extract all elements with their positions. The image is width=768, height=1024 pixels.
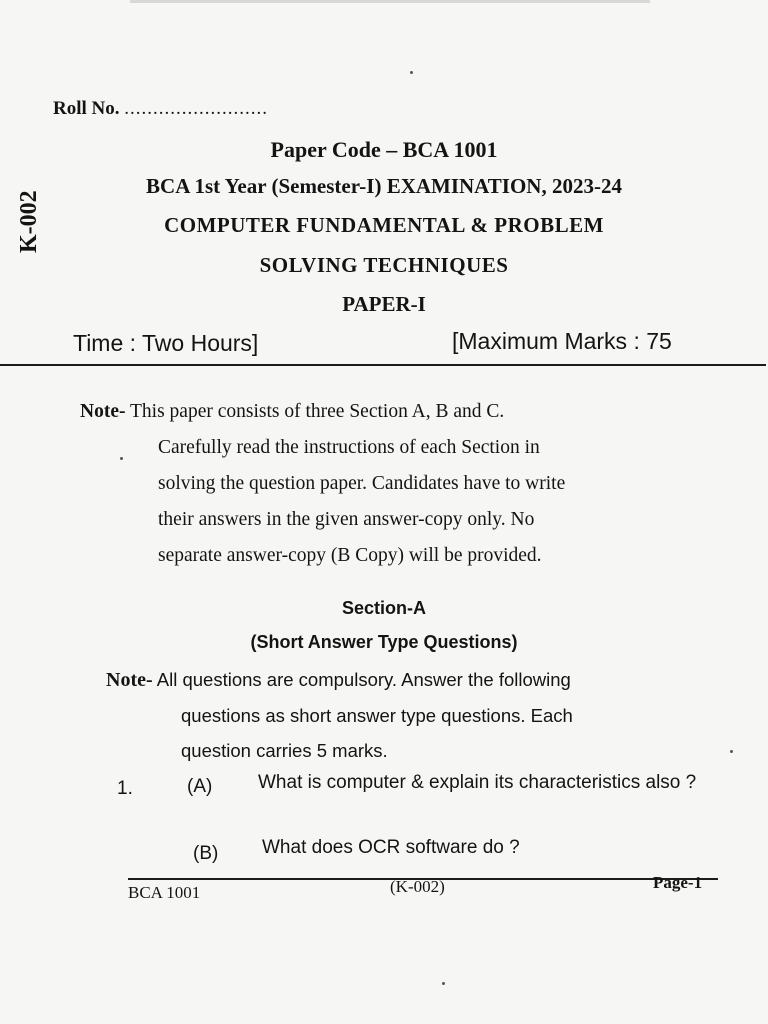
footer-exam-code: (K-002) <box>390 877 445 896</box>
roll-label: Roll No. <box>53 98 120 119</box>
paper-number: PAPER-I <box>342 292 426 316</box>
section-note <box>106 662 726 768</box>
question-number: 1. <box>117 778 133 799</box>
section-note-text: All questions are compulsory. Answer the following <box>156 669 571 690</box>
question-part-label: (B) <box>193 843 219 864</box>
question-part-text: What does OCR software do ? <box>262 837 520 858</box>
side-code: K-002 <box>16 190 42 253</box>
note-line: solving the question paper. Candidates have to write <box>158 473 566 494</box>
question-part-text: What is computer & explain its characteristics also ? <box>258 772 697 793</box>
note-line <box>80 394 720 430</box>
page-edge <box>130 0 650 3</box>
section-title: Section-A <box>341 598 426 618</box>
paper-code: Paper Code – BCA 1001 <box>270 137 498 162</box>
general-note <box>80 394 720 574</box>
paper-speck <box>410 71 413 74</box>
note-text: This paper consists of three Section A, B and C. <box>130 401 505 422</box>
roll-number <box>53 98 268 120</box>
footer-paper-code: BCA 1001 <box>128 883 201 902</box>
paper-speck <box>730 750 733 753</box>
note-line: Carefully read the instructions of each Section in <box>158 437 540 458</box>
roll-dots: ......................... <box>124 98 268 119</box>
section-note-label: Note- <box>106 669 153 691</box>
paper-speck <box>120 457 123 460</box>
note-line: their answers in the given answer-copy only. No <box>158 509 535 530</box>
section-note-line: questions as short answer type questions. Each <box>181 705 573 726</box>
paper-speck <box>442 982 445 985</box>
maximum-marks: [Maximum Marks : 75 <box>452 328 672 354</box>
note-label: Note- <box>80 401 126 422</box>
note-line: separate answer-copy (B Copy) will be provided. <box>158 545 542 566</box>
section-note-line: question carries 5 marks. <box>181 740 388 761</box>
time-allowed: Time : Two Hours] <box>73 330 259 356</box>
footer-page-number: Page-1 <box>653 873 703 892</box>
header-divider <box>0 364 766 366</box>
section-note-line <box>106 662 726 698</box>
subject-title-line1: COMPUTER FUNDAMENTAL & PROBLEM <box>164 213 604 237</box>
subject-title-line2: SOLVING TECHNIQUES <box>259 253 509 277</box>
section-subtitle: (Short Answer Type Questions) <box>250 632 518 652</box>
exam-year-line: BCA 1st Year (Semester-I) EXAMINATION, 2023-24 <box>146 174 622 198</box>
question-part-label: (A) <box>187 776 213 797</box>
